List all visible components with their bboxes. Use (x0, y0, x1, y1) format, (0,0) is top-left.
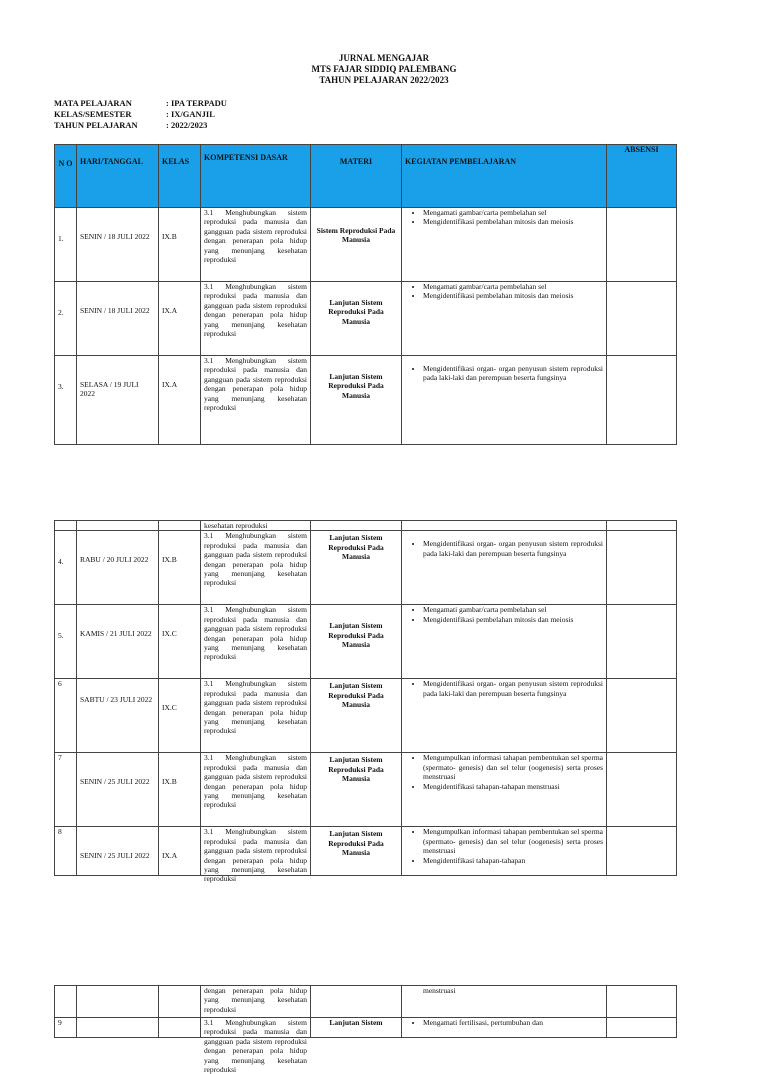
row-absensi (607, 356, 677, 445)
table-header-row (55, 145, 677, 208)
table-row (55, 605, 677, 679)
row-kegiatan: • Mengamati fertilisasi, pertumbuhan dan (402, 1018, 607, 1038)
doc-title: JURNAL MENGAJAR (338, 53, 430, 63)
row-materi: Lanjutan Sistem Reproduksi Pada Manusia (311, 605, 402, 679)
table-row (55, 531, 677, 605)
row-materi: Lanjutan Sistem (311, 1018, 402, 1038)
row-no: 1. (55, 208, 77, 282)
row-materi: Lanjutan Sistem Reproduksi Pada Manusia (311, 282, 402, 356)
row-class: IX.B (159, 531, 201, 605)
col-kegiatan: KEGIATAN PEMBELAJARAN (402, 145, 607, 208)
col-materi: MATERI (311, 145, 402, 208)
row-no: 7 (55, 753, 77, 827)
row-absensi (607, 208, 677, 282)
row-no: 4. (55, 531, 77, 605)
table-row (55, 827, 677, 876)
row-kd: 3.1 Menghubungkan sistem reproduksi pada manusia dan gangguan pada sistem reproduksi dengan penerapan pola hidup yang menunjang kesehatan reproduksi (201, 753, 311, 827)
meta-class: KELAS/SEMESTER : IX/GANJIL (54, 109, 215, 119)
row-kd-tail: kesehatan reproduksi (201, 521, 311, 531)
table-row-continuation (55, 521, 677, 531)
row-no: 8 (55, 827, 77, 876)
row-kegiatan: • Mengamati gambar/carta pembelahan sel • Mengidentifikasi pembelahan mitosis dan meiosis (402, 282, 607, 356)
row-materi: Lanjutan Sistem Reproduksi Pada Manusia (311, 679, 402, 753)
col-no: N O (55, 145, 77, 208)
meta-year: TAHUN PELAJARAN : 2022/2023 (54, 120, 208, 130)
row-absensi (607, 282, 677, 356)
journal-table-page3 (54, 985, 677, 1074)
table-row (55, 356, 677, 445)
row-class: IX.C (159, 605, 201, 679)
row-kd: 3.1 Menghubungkan sistem reproduksi pada manusia dan gangguan pada sistem reproduksi dengan penerapan pola hidup yang menunjang kesehatan reproduksi (201, 605, 311, 679)
row-absensi (607, 753, 677, 827)
document-header (0, 53, 768, 86)
row-no: 6 (55, 679, 77, 753)
row-date: RABU / 20 JULI 2022 (77, 531, 159, 605)
col-absensi: ABSENSI (607, 145, 677, 208)
col-class: KELAS (159, 145, 201, 208)
row-kd: 3.1 Menghubungkan sistem reproduksi pada manusia dan gangguan pada sistem reproduksi dengan penerapan pola hidup yang menunjang kesehatan reproduksi (201, 1018, 311, 1038)
meta-info (54, 98, 227, 131)
row-no: 9 (55, 1018, 77, 1038)
row-kd: 3.1 Menghubungkan sistem reproduksi pada manusia dan gangguan pada sistem reproduksi dengan penerapan pola hidup yang menunjang kesehatan reproduksi (201, 356, 311, 445)
row-date: SENIN / 18 JULI 2022 (77, 282, 159, 356)
row-absensi (607, 827, 677, 876)
row-kegiatan: • Mengidentifikasi organ- organ penyusun sistem reproduksi pada laki-laki dan perempuan beserta fungsinya (402, 679, 607, 753)
row-kegiatan: • Mengidentifikasi organ- organ penyusun sistem reproduksi pada laki-laki dan perempuan beserta fungsinya (402, 356, 607, 445)
row-kd: 3.1 Menghubungkan sistem reproduksi pada manusia dan gangguan pada sistem reproduksi dengan penerapan pola hidup yang menunjang kesehatan reproduksi (201, 679, 311, 753)
row-kd-tail: dengan penerapan pola hidup yang menunjang kesehatan reproduksi (201, 986, 311, 1018)
row-date: SENIN / 18 JULI 2022 (77, 208, 159, 282)
row-absensi (607, 679, 677, 753)
row-no: 2. (55, 282, 77, 356)
row-date: KAMIS / 21 JULI 2022 (77, 605, 159, 679)
row-class: IX.B (159, 208, 201, 282)
row-no: 3. (55, 356, 77, 445)
row-date: SENIN / 25 JULI 2022 (77, 753, 159, 827)
table-row-continuation (55, 986, 677, 1018)
row-materi: Lanjutan Sistem Reproduksi Pada Manusia (311, 531, 402, 605)
row-absensi (607, 605, 677, 679)
row-materi: Sistem Reproduksi Pada Manusia (311, 208, 402, 282)
table-row (55, 679, 677, 753)
row-no: 5. (55, 605, 77, 679)
col-kd: KOMPETENSI DASAR (201, 145, 311, 208)
school-name: MTS FAJAR SIDDIQ PALEMBANG (311, 64, 457, 74)
journal-table-page1 (54, 144, 677, 445)
row-kegiatan: • Mengumpulkan informasi tahapan pembentukan sel sperma (spermato- genesis) dan sel telur (oogenesis) serta proses menstruasi • Mengidentifikasi tahapan-tahapan (402, 827, 607, 876)
row-kegiatan: • Mengamati gambar/carta pembelahan sel • Mengidentifikasi pembelahan mitosis dan meiosis (402, 605, 607, 679)
row-materi: Lanjutan Sistem Reproduksi Pada Manusia (311, 827, 402, 876)
row-class: IX.A (159, 356, 201, 445)
row-kd: 3.1 Menghubungkan sistem reproduksi pada manusia dan gangguan pada sistem reproduksi dengan penerapan pola hidup yang menunjang kesehatan reproduksi (201, 827, 311, 876)
row-kegiatan: • Mengamati gambar/carta pembelahan sel • Mengidentifikasi pembelahan mitosis dan meiosis (402, 208, 607, 282)
row-materi: Lanjutan Sistem Reproduksi Pada Manusia (311, 356, 402, 445)
col-date: HARI/TANGGAL (77, 145, 159, 208)
meta-subject: MATA PELAJARAN : IPA TERPADU (54, 98, 227, 108)
row-class: IX.B (159, 753, 201, 827)
row-class: IX.A (159, 282, 201, 356)
journal-table-page2 (54, 520, 677, 884)
row-date: SABTU / 23 JULI 2022 (77, 679, 159, 753)
row-kd: 3.1 Menghubungkan sistem reproduksi pada manusia dan gangguan pada sistem reproduksi dengan penerapan pola hidup yang menunjang kesehatan reproduksi (201, 208, 311, 282)
row-kegiatan-tail: menstruasi (402, 986, 607, 1018)
row-materi: Lanjutan Sistem Reproduksi Pada Manusia (311, 753, 402, 827)
table-row (55, 208, 677, 282)
row-date: SENIN / 25 JULI 2022 (77, 827, 159, 876)
row-date: SELASA / 19 JULI 2022 (77, 356, 159, 445)
row-kegiatan: • Mengidentifikasi organ- organ penyusun sistem reproduksi pada laki-laki dan perempuan beserta fungsinya (402, 531, 607, 605)
row-class: IX.A (159, 827, 201, 876)
row-kd: 3.1 Menghubungkan sistem reproduksi pada manusia dan gangguan pada sistem reproduksi dengan penerapan pola hidup yang menunjang kesehatan reproduksi (201, 282, 311, 356)
row-absensi (607, 531, 677, 605)
table-row (55, 1018, 677, 1038)
school-year: TAHUN PELAJARAN 2022/2023 (319, 75, 449, 85)
row-class: IX.C (159, 679, 201, 753)
table-row (55, 753, 677, 827)
table-row (55, 282, 677, 356)
row-kd: 3.1 Menghubungkan sistem reproduksi pada manusia dan gangguan pada sistem reproduksi dengan penerapan pola hidup yang menunjang kesehatan reproduksi (201, 531, 311, 605)
row-kegiatan: • Mengumpulkan informasi tahapan pembentukan sel sperma (spermato- genesis) dan sel telur (oogenesis) serta proses menstruasi • Mengidentifikasi tahapan-tahapan menstruasi (402, 753, 607, 827)
